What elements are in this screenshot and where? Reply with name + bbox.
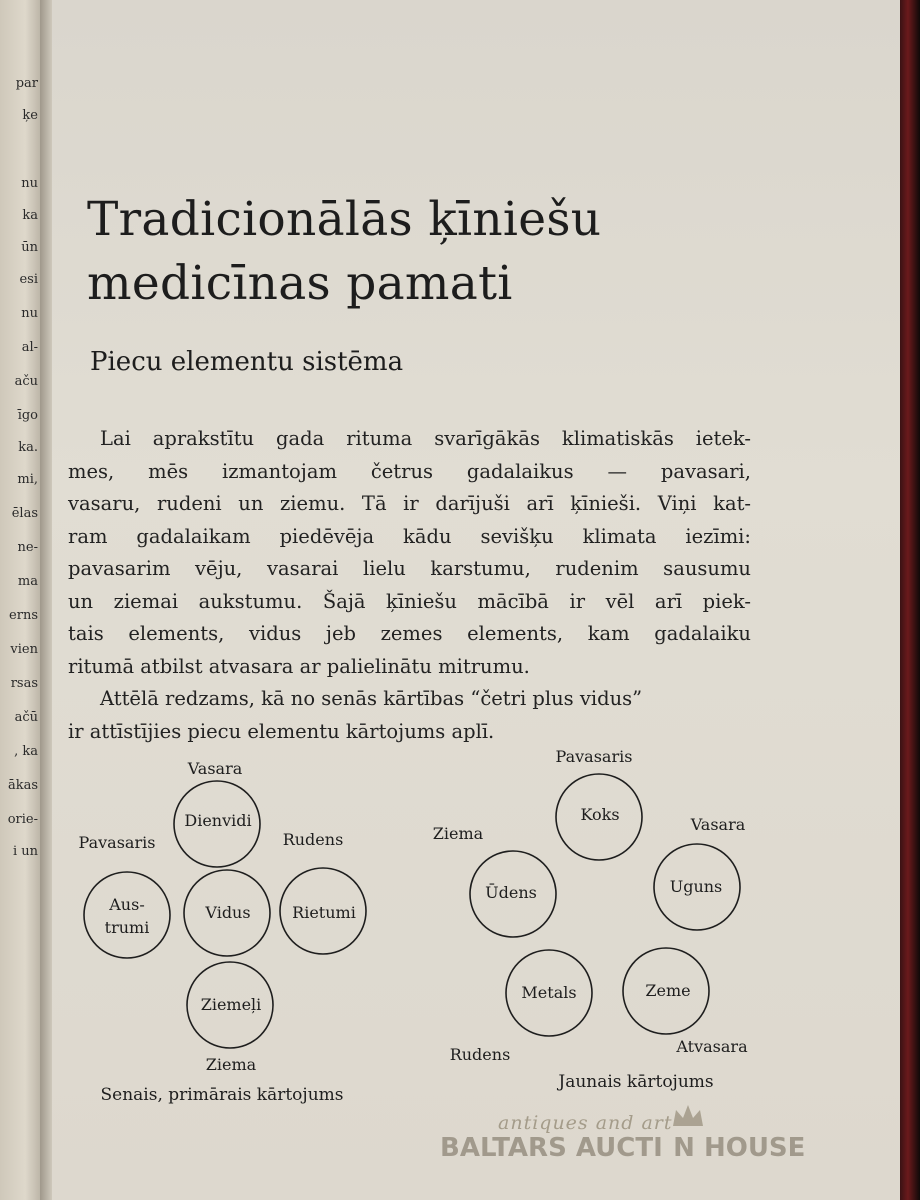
caption-new-arrangement: Jaunais kārtojums xyxy=(558,1072,714,1092)
body-line: tais elements, vidus jeb zemes elements, kam gadalaiku xyxy=(68,622,751,645)
facing-page-fragment: i un xyxy=(12,844,38,859)
circle-label-rietumi: Rietumi xyxy=(292,903,356,922)
circle-label-austrumi-1: Aus- xyxy=(109,895,145,914)
facing-page-fragment: al- xyxy=(21,340,38,355)
facing-page-fragment: nu xyxy=(21,306,38,321)
label-pavasaris: Pavasaris xyxy=(78,833,156,852)
body-line: Lai aprakstītu gada rituma svarīgākās klimatiskās ietek- xyxy=(100,427,751,450)
label-vasara-new: Vasara xyxy=(690,815,746,834)
body-line: mes, mēs izmantojam četrus gadalaikus — pavasari, xyxy=(68,459,751,483)
circle-label-dienvidi: Dienvidi xyxy=(184,811,252,830)
circle-label-vidus: Vidus xyxy=(205,903,251,922)
auction-house-watermark xyxy=(440,1100,840,1170)
facing-page-fragment: aču xyxy=(14,374,38,389)
circle-label-ziemeli: Ziemeļi xyxy=(200,995,262,1014)
body-line: Attēlā redzams, kā no senās kārtības “četri plus vidus” xyxy=(100,687,643,710)
facing-page-fragment: rsas xyxy=(10,676,38,691)
circle-label-austrumi-2: trumi xyxy=(104,918,150,937)
body-line: ritumā atbilst atvasara ar palielinātu mitrumu. xyxy=(68,654,530,678)
facing-page-fragment: ēlas xyxy=(11,506,38,521)
label-rudens: Rudens xyxy=(282,830,344,849)
watermark-tagline: antiques and art xyxy=(498,1112,673,1134)
facing-page-fragment: ākas xyxy=(7,778,38,793)
circle-austrumi xyxy=(84,872,170,958)
circle-label-udens: Ūdens xyxy=(485,883,537,902)
page-title-line-1: Tradicionālās ķīniešu xyxy=(87,192,602,247)
facing-page-fragment: ķe xyxy=(22,108,38,123)
facing-page-fragment: ma xyxy=(17,574,38,589)
label-ziema: Ziema xyxy=(205,1055,257,1074)
watermark-brand: BALTARS AUCTI N HOUSE xyxy=(440,1133,806,1163)
facing-page-fragment: ūn xyxy=(21,240,38,255)
crown-icon xyxy=(670,1102,706,1130)
section-subtitle: Piecu elementu sistēma xyxy=(90,347,404,377)
facing-page-fragment: ka. xyxy=(18,440,38,455)
label-atvasara: Atvasara xyxy=(676,1037,748,1056)
facing-page-fragment: erns xyxy=(9,608,38,623)
circle-label-metals: Metals xyxy=(521,983,577,1002)
facing-page-fragment: esi xyxy=(19,272,38,287)
label-pavasaris-new: Pavasaris xyxy=(555,747,633,766)
facing-page-fragment: ačū xyxy=(14,710,38,725)
facing-page-fragment: ne- xyxy=(17,540,38,555)
label-vasara: Vasara xyxy=(187,759,243,778)
circle-label-koks: Koks xyxy=(580,805,620,824)
caption-old-arrangement: Senais, primārais kārtojums xyxy=(100,1085,344,1105)
page-title-line-2: medicīnas pamati xyxy=(87,256,513,311)
facing-page-fragment: nu xyxy=(21,176,38,191)
facing-page-fragment: orie- xyxy=(7,812,38,827)
facing-page-fragment: mi, xyxy=(17,472,38,487)
label-ziema-new: Ziema xyxy=(432,824,484,843)
new-arrangement-diagram xyxy=(433,747,748,1092)
body-line: ram gadalaikam piedēvēja kādu sevišķu klimata iezīmi: xyxy=(68,524,751,548)
facing-page-fragment: īgo xyxy=(17,408,38,423)
facing-page-fragment: vien xyxy=(10,642,38,657)
old-arrangement-diagram xyxy=(79,759,366,1105)
facing-page-fragment: par xyxy=(15,76,38,91)
label-rudens-new: Rudens xyxy=(449,1045,511,1064)
circle-label-uguns: Uguns xyxy=(669,877,723,896)
body-line: ir attīstījies piecu elementu kārtojums aplī. xyxy=(68,719,495,743)
body-line: pavasarim vēju, vasarai lielu karstumu, rudenim sausumu xyxy=(68,557,751,580)
circle-label-zeme: Zeme xyxy=(645,981,691,1000)
body-line: vasaru, rudeni un ziemu. Tā ir darījuši arī ķīnieši. Viņi kat- xyxy=(68,492,751,515)
facing-page-fragment: ka xyxy=(22,208,38,223)
body-line: un ziemai aukstumu. Šajā ķīniešu mācībā ir vēl arī piek- xyxy=(68,589,751,613)
facing-page-fragment: , ka xyxy=(14,744,38,759)
